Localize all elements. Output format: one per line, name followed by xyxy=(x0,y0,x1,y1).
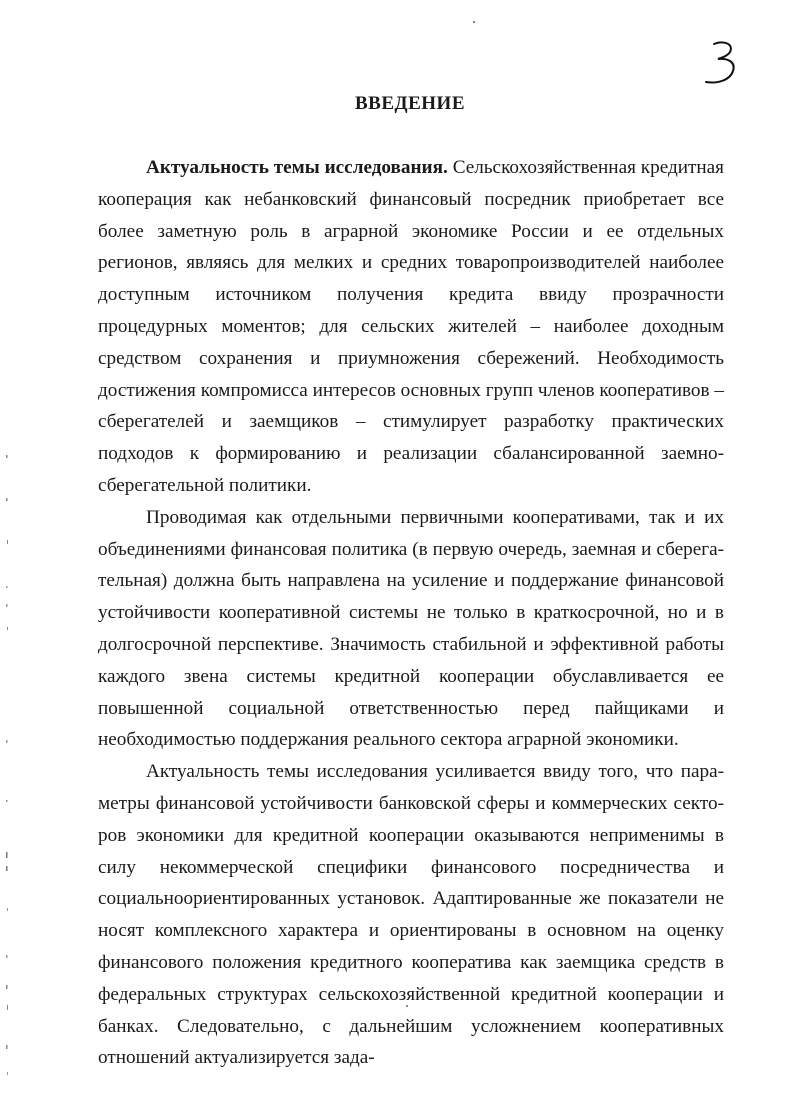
paragraph-1-text: Сельскохозяйственная кредитная кооперация как небанковский финансовый посредник приобретает все более заметную роль в аграрной экономике России и ее отдельных регионов, являясь для мелких и средних товаропроизводителей наиболее доступным источником получения кредита ввиду прозрачности процедурных моментов; для сельских жителей – наиболее доходным средством сохранения и приумножения сбережений. Необходимость достижения компромисса интересов основных групп членов кооперативов – сберегателей и заемщиков – стимулирует разработку практических подходов к формированию и реализации сбалансированной заемно-сберегательной политики. xyxy=(98,157,725,496)
paragraph-3: Актуальность темы исследования усиливается ввиду того, что параметры финансовой устойчивости банковской сферы и коммерческих секторов экономики для кредитной кооперации оказываются неприменимы в силу некоммерческой специфики финансового посредничества и социальноориентированных установок. Адаптированные же показатели не носят комплексного характера и ориентированы в основном на оценку финансового положения кредитного кооператива как заемщика средств в федеральных структурах сельскохозяйственной кредитной кооперации и банках. Следовательно, с дальнейшим усложнением кооперативных отношений актуализируется зада- xyxy=(98,761,724,1069)
paragraph-2: Проводимая как отдельными первичными кооперативами, так и их объединениями финансовая политика (в первую очередь, заемная и сберегательная) должна быть направлена на усиление и поддержание финансовой устойчивости кооперативной системы не только в краткосрочной, но и в долгосрочной перспективе. Значимость стабильной и эффективной работы каждого звена системы кредитной кооперации обуславливается ее повышенной социальной ответственностью перед пайщиками и необходимостью поддержания реального сектора аграрной экономики. xyxy=(98,506,724,751)
page-title: ВВЕДЕНИЕ xyxy=(355,93,465,114)
paragraph-1-lead: Актуальность темы исследования. xyxy=(146,157,448,178)
